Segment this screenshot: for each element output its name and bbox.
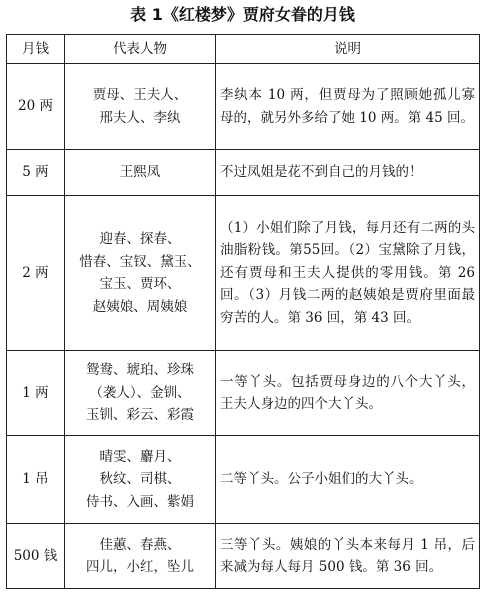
people-line: 宝玉、贾环、 [99, 276, 181, 292]
amount-cell: 2 两 [7, 196, 65, 351]
people-line: 玉钏、彩云、彩霞 [86, 407, 194, 424]
amount-cell: 5 两 [7, 150, 65, 196]
people-cell [65, 436, 216, 524]
people-line: 惜春、宝钗、黛玉、 [79, 253, 201, 270]
note-cell: 二等丫头。公子小姐们的大丫头。 [216, 436, 480, 524]
people-line: 王熙凤 [119, 164, 161, 181]
people-line: 晴雯、麝月、 [99, 448, 181, 465]
note-cell: 不过凤姐是花不到自己的月钱的！ [216, 150, 480, 196]
amount-cell: 20 两 [7, 64, 65, 150]
header-amount: 月钱 [7, 35, 65, 64]
people-cell [65, 150, 216, 196]
note-cell: 三等丫头。姨娘的丫头本来每月 1 吊，后来减为每人每月 500 钱。第 36 回。 [216, 524, 480, 589]
header-note: 说明 [216, 35, 480, 64]
people-line: 迎春、探春、 [99, 231, 181, 247]
table-row [7, 64, 480, 150]
table-row [7, 196, 480, 351]
people-line: 佳蕙、春燕、 [99, 536, 181, 553]
people-line: 秋纹、司棋、 [99, 471, 181, 488]
people-cell [65, 196, 216, 351]
allowance-table [6, 34, 480, 589]
table-row [7, 351, 480, 436]
people-line: 邢夫人、李纨 [99, 109, 181, 126]
table-row [7, 150, 480, 196]
people-cell [65, 524, 216, 589]
people-line: 侍书、入画、紫娟 [86, 493, 194, 510]
amount-cell: 1 吊 [7, 436, 65, 524]
people-line: 贾母、王夫人、 [92, 87, 188, 103]
note-cell: 李纨本 10 两，但贾母为了照顾她孤儿寡母的，就另外多给了她 10 两。第 45 回。 [216, 64, 480, 150]
people-line: 赵姨娘、周姨娘 [92, 298, 188, 315]
people-line: 鸳鸯、琥珀、珍珠 [86, 362, 194, 379]
header-people: 代表人物 [65, 35, 216, 64]
note-cell: （1）小姐们除了月钱，每月还有二两的头油脂粉钱。第55回。（2）宝黛除了月钱，还有贾母和王夫人提供的零用钱。第 26 回。（3）月钱二两的赵姨娘是贾府里面最穷苦的人。第 36 回，第 43 回。 [216, 196, 480, 351]
table-title: 表 1《红楼梦》贾府女眷的月钱 [130, 5, 355, 24]
note-cell: 一等丫头。包括贾母身边的八个大丫头，王夫人身边的四个大丫头。 [216, 351, 480, 436]
header-row [7, 35, 480, 64]
table-row [7, 524, 480, 589]
table-row [7, 436, 480, 524]
amount-cell: 500 钱 [7, 524, 65, 589]
people-line: （袭人）、金钏、 [89, 384, 191, 401]
amount-cell: 1 两 [7, 351, 65, 436]
people-cell [65, 351, 216, 436]
people-cell [65, 64, 216, 150]
people-line: 四儿，小红，坠儿 [86, 559, 194, 575]
